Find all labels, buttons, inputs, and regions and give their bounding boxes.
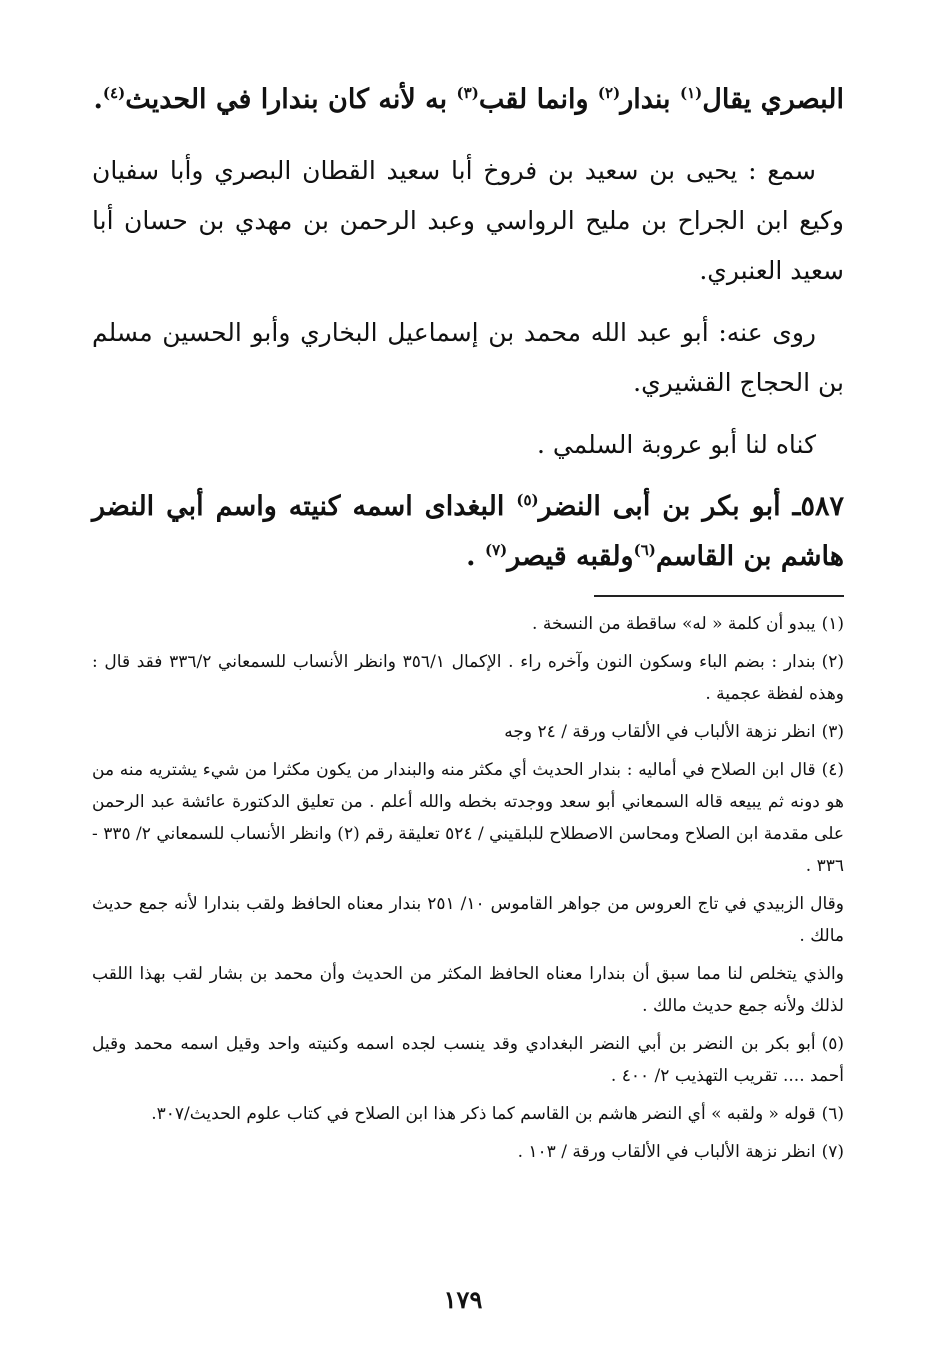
kunya-paragraph: كناه لنا أبو عروبة السلمي . [536, 430, 816, 459]
footnote-text: أبو بكر بن النضر بن أبي النضر البغدادي وقد ينسب لجده اسمه وكنيته واحد وقيل اسمه محمد وقيل أحمد .... تقريب التهذيب ٢/ ٤٠٠ . [92, 1034, 844, 1086]
main-text [92, 78, 844, 582]
heading-text: بندار [620, 84, 680, 115]
footnote-2 [92, 646, 844, 710]
footnote-number: (٢) [821, 652, 844, 672]
page-number: ١٧٩ [443, 1285, 483, 1314]
footnote-text: والذي يتخلص لنا مما سبق أن بندارا معناه الحافظ المكثر من الحديث وأن محمد بن بشار لقب بهذا اللقب لذلك ولأنه جمع حديث مالك . [92, 964, 844, 1016]
footnote-marker: (١) [679, 84, 703, 102]
footnote-4-continuation [92, 958, 844, 1022]
heading-text: البصري يقال [702, 84, 844, 115]
footnote-marker: (٣) [456, 84, 479, 102]
footnote-text: قوله « ولقبه » أي النضر هاشم بن القاسم كما ذكر هذا ابن الصلاح في كتاب علوم الحديث/٣٠٧. [151, 1104, 816, 1124]
footnote-marker: (٢) [597, 84, 621, 102]
footnote-number: (٧) [821, 1142, 844, 1162]
footnotes [92, 608, 844, 1174]
footnote-text: يبدو أن كلمة « له» ساقطة من النسخة . [532, 614, 816, 634]
footnote-marker: (٥) [516, 491, 539, 509]
heading-text: وانما لقب [478, 84, 598, 115]
entry-text: البغداى اسمه كنيته واسم أبي النضر هاشم بن القاسم [92, 491, 844, 572]
entry-paragraph [92, 482, 844, 582]
footnote-text: وقال الزبيدي في تاج العروس من جواهر القاموس ١٠/ ٢٥١ بندار معناه الحافظ ولقب بندارا لأنه جمع حديث مالك . [92, 894, 844, 946]
footnote-4 [92, 754, 844, 882]
footnote-5 [92, 1028, 844, 1092]
footnote-1 [92, 608, 844, 640]
heading-paragraph [92, 78, 844, 122]
footnote-3 [92, 716, 844, 748]
footnote-4-continuation [92, 888, 844, 952]
footnote-number: (٣) [821, 722, 844, 742]
footnote-number: (٤) [821, 760, 844, 780]
footnote-number: (٥) [821, 1034, 844, 1054]
footnote-number: (٦) [821, 1104, 844, 1124]
heading-text: به لأنه كان بندارا في الحديث [125, 84, 457, 115]
footnote-7 [92, 1136, 844, 1168]
footnote-text: بندار : بضم الباء وسكون النون وآخره راء . الإكمال ٣٥٦/١ وانظر الأنساب للسمعاني ٣٣٦/٢ فقد قال : وهذه لفظة عجمية . [92, 652, 844, 704]
footnote-marker: (٤) [102, 84, 126, 102]
entry-text: ٥٨٧ـ أبو بكر بن أبى النضر [538, 491, 844, 522]
narrated-by-paragraph: روى عنه: أبو عبد الله محمد بن إسماعيل البخاري وأبو الحسين مسلم بن الحجاج القشيري. [92, 318, 844, 397]
footnote-text: انظر نزهة الألباب في الألقاب ورقة / ١٠٣ . [517, 1142, 816, 1162]
footnote-text: قال ابن الصلاح في أماليه : بندار الحديث أي مكثر منه والبندار من يكون مكثرا من شيء يشتريه منه من هو دونه ثم يبيعه قاله السمعاني أبو سعد ووجدته بخطه والله أعلم . من تعليق الدكتورة عائشة عبد الرحمن على مقدمة ابن الصلاح ومحاسن الاصطلاح للبلقيني / ٥٢٤ تعليقة رقم (٢) وانظر الأنساب للسمعاني ٢/ ٣٣٥ - ٣٣٦ . [92, 760, 844, 876]
footnote-text: انظر نزهة الألباب في الألقاب ورقة / ٢٤ وجه [504, 722, 816, 742]
heading-text: . [93, 84, 103, 115]
footnote-6 [92, 1098, 844, 1130]
footnote-number: (١) [821, 614, 844, 634]
footnote-divider [594, 595, 844, 597]
footnote-marker: (٧) [484, 541, 508, 559]
footnote-marker: (٦) [633, 541, 656, 559]
heard-from-paragraph: سمع : يحيى بن سعيد بن فروخ أبا سعيد القطان البصري وأبا سفيان وكيع ابن الجراح بن مليح الرواسي وعبد الرحمن بن مهدي بن حسان أبا سعيد العنبري. [92, 156, 844, 285]
entry-text: ولقبه قيصر [507, 541, 634, 572]
entry-text: . [466, 541, 485, 572]
